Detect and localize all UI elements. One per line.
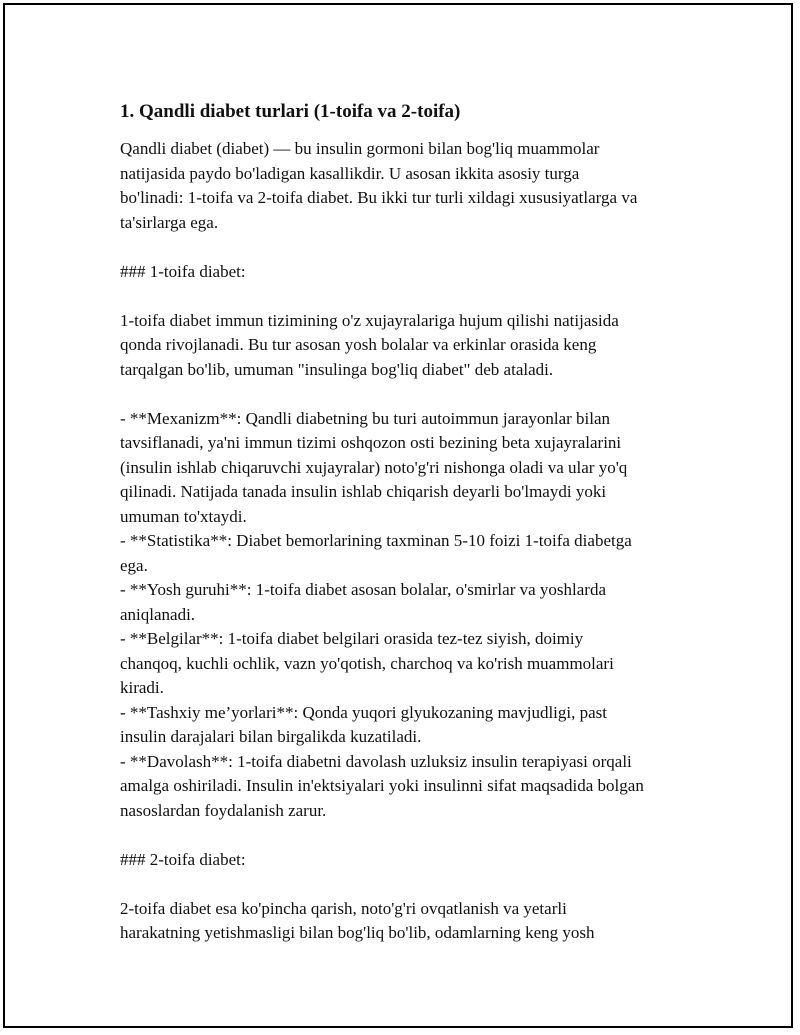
- section-heading-type2: ### 2-toifa diabet:: [120, 849, 246, 869]
- text-line: harakatning yetishmasligi bilan bog'liq bo'lib, odamlarning keng yosh: [120, 923, 595, 942]
- text-line: 1-toifa diabet immun tizimining o'z xujayralariga hujum qilishi natijasida: [120, 310, 619, 330]
- paragraph-gap: [120, 235, 700, 260]
- document-page: [3, 3, 793, 1028]
- text-line: natijasida paydo bo'ladigan kasallikdir. U asosan ikkita asosiy turga: [120, 163, 580, 183]
- text-line: umuman to'xtaydi.: [120, 506, 247, 526]
- text-line: ega.: [120, 555, 148, 575]
- text-line: aniqlanadi.: [120, 604, 196, 624]
- text-line: Qandli diabet (diabet) — bu insulin gormoni bilan bog'liq muammolar: [120, 139, 600, 158]
- text-line: nasoslardan foydalanish zarur.: [120, 800, 327, 820]
- document-content: [120, 99, 700, 946]
- text-line: (insulin ishlab chiqaruvchi xujayralar) noto'g'ri nishonga oladi va ular yo'q: [120, 457, 628, 477]
- type1-bullet-list: [120, 407, 700, 824]
- text-line: tavsiflanadi, ya'ni immun tizimi oshqozon osti bezining beta xujayralarini: [120, 433, 622, 452]
- paragraph-gap: [120, 284, 700, 309]
- document-title: 1. Qandli diabet turlari (1-toifa va 2-toifa): [120, 101, 461, 122]
- text-line: qilinadi. Natijada tanada insulin ishlab chiqarish deyarli bo'lmaydi yoki: [120, 482, 607, 501]
- text-line: tarqalgan bo'lib, umuman "insulinga bog'liq diabet" deb ataladi.: [120, 359, 554, 379]
- text-line: chanqoq, kuchli ochlik, vazn yo'qotish, charchoq va ko'rish muammolari: [120, 653, 614, 673]
- text-line: - **Yosh guruhi**: 1-toifa diabet asosan bolalar, o'smirlar va yoshlarda: [120, 580, 607, 599]
- text-line: - **Belgilar**: 1-toifa diabet belgilari orasida tez-tez siyish, doimiy: [120, 629, 584, 648]
- paragraph-gap: [120, 872, 700, 897]
- text-line: kiradi.: [120, 678, 164, 697]
- text-line: - **Tashxiy me’yorlari**: Qonda yuqori glyukozaning mavjudligi, past: [120, 702, 607, 722]
- type2-intro-paragraph: [120, 897, 700, 946]
- text-line: - **Davolash**: 1-toifa diabetni davolash uzluksiz insulin terapiyasi orqali: [120, 751, 632, 771]
- paragraph-gap: [120, 823, 700, 848]
- paragraph-gap: [120, 382, 700, 407]
- text-line: bo'linadi: 1-toifa va 2-toifa diabet. Bu ikki tur turli xildagi xususiyatlarga va: [120, 188, 638, 207]
- text-line: amalga oshiriladi. Insulin in'ektsiyalari yoki insulinni sifat maqsadida bolgan: [120, 776, 644, 795]
- text-line: - **Statistika**: Diabet bemorlarining taxminan 5-10 foizi 1-toifa diabetga: [120, 531, 632, 550]
- text-line: qonda rivojlanadi. Bu tur asosan yosh bolalar va erkinlar orasida keng: [120, 335, 597, 354]
- type1-intro-paragraph: [120, 309, 700, 383]
- intro-paragraph: [120, 137, 700, 235]
- section-heading-type1: ### 1-toifa diabet:: [120, 261, 246, 281]
- text-line: 2-toifa diabet esa ko'pincha qarish, noto'g'ri ovqatlanish va yetarli: [120, 898, 567, 918]
- text-line: insulin darajalari bilan birgalikda kuzatiladi.: [120, 727, 422, 746]
- text-line: ta'sirlarga ega.: [120, 212, 219, 232]
- text-line: - **Mexanizm**: Qandli diabetning bu turi autoimmun jarayonlar bilan: [120, 408, 611, 428]
